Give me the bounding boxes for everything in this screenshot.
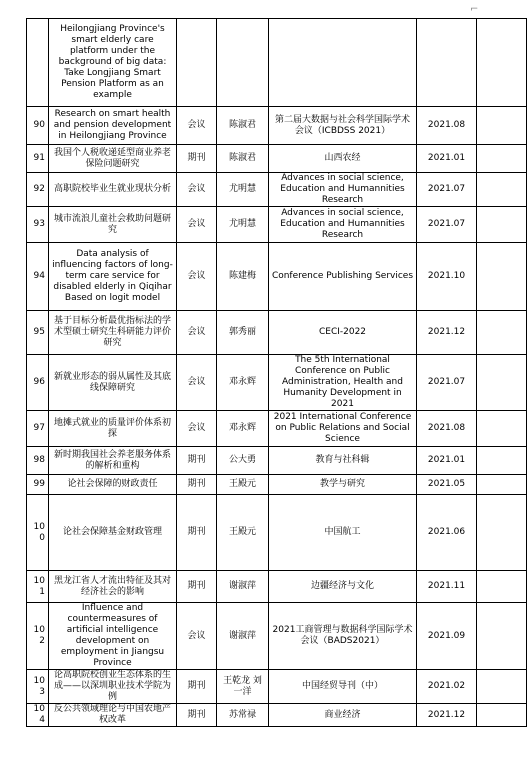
publication-type: 会议 [177,411,217,447]
venue-name: Conference Publishing Services [269,243,417,311]
publication-type: 期刊 [177,447,217,475]
page-corner-mark: ⌐ [470,4,479,15]
table-row [27,704,527,727]
publication-date: 2021.10 [417,243,477,311]
publication-date: 2021.01 [417,447,477,475]
row-number: 97 [27,411,49,447]
paper-title: 论社会保障的财政责任 [49,475,177,495]
row-number: 104 [27,704,49,727]
empty-cell [477,145,527,173]
empty-cell [477,447,527,475]
paper-title: Heilongjiang Province's smart elderly care platform under the background of big data: Take Longjiang Smart Pension Platform as an example [49,19,177,107]
table-row [27,571,527,603]
publication-type [177,19,217,107]
publication-type: 会议 [177,207,217,243]
venue-name [269,19,417,107]
table-row [27,19,527,107]
venue-name: 教学与研究 [269,475,417,495]
table-row [27,145,527,173]
paper-title: Influence and countermeasures of artificial intelligence development on employment in Jiangsu Province [49,603,177,670]
table-row [27,475,527,495]
paper-title: 黑龙江省人才流出特征及其对经济社会的影响 [49,571,177,603]
empty-cell [477,571,527,603]
empty-cell [477,19,527,107]
author-name: 尤明慧 [217,173,269,207]
author-name: 王殿元 [217,475,269,495]
publication-type: 会议 [177,173,217,207]
row-number: 90 [27,107,49,145]
row-number: 95 [27,311,49,355]
paper-title: Data analysis of influencing factors of long-term care service for disabled elderly in Qiqihar Based on logit model [49,243,177,311]
author-name: 陈建梅 [217,243,269,311]
publication-date: 2021.07 [417,355,477,411]
paper-title: 新就业形态的弱从属性及其底线保障研究 [49,355,177,411]
publication-type: 期刊 [177,495,217,571]
empty-cell [477,670,527,704]
author-name: 王乾龙 刘一洋 [217,670,269,704]
publication-type: 期刊 [177,670,217,704]
table-row [27,243,527,311]
table-row [27,495,527,571]
row-number: 92 [27,173,49,207]
empty-cell [477,107,527,145]
empty-cell [477,207,527,243]
empty-cell [477,411,527,447]
venue-name: 第二届大数据与社会科学国际学术会议（ICBDSS 2021） [269,107,417,145]
venue-name: 中国经贸导刊（中） [269,670,417,704]
author-name: 苏常禄 [217,704,269,727]
author-name: 邓永辉 [217,355,269,411]
publication-date: 2021.12 [417,311,477,355]
paper-title: 反公共领域理论与中国农地产权改革 [49,704,177,727]
paper-title: 论社会保障基金财政管理 [49,495,177,571]
table-row [27,670,527,704]
venue-name: 教育与社科辑 [269,447,417,475]
venue-name: The 5th International Conference on Public Administration, Health and Humanity Development in 2021 [269,355,417,411]
venue-name: Advances in social science, Education and Humannities Research [269,207,417,243]
table-row [27,207,527,243]
publication-date: 2021.07 [417,173,477,207]
row-number: 93 [27,207,49,243]
empty-cell [477,495,527,571]
author-name: 尤明慧 [217,207,269,243]
publication-date: 2021.08 [417,107,477,145]
publication-date: 2021.12 [417,704,477,727]
empty-cell [477,603,527,670]
publication-type: 会议 [177,311,217,355]
table-row [27,311,527,355]
publication-table [26,18,527,727]
publication-type: 期刊 [177,145,217,173]
row-number: 99 [27,475,49,495]
table-row [27,411,527,447]
author-name [217,19,269,107]
venue-name: 2021工商管理与数据科学国际学术会议（BADS2021） [269,603,417,670]
author-name: 王殿元 [217,495,269,571]
paper-title: 基于目标分析最优指标法的学术型硕士研究生科研能力评价研究 [49,311,177,355]
venue-name: 山西农经 [269,145,417,173]
venue-name: 边疆经济与文化 [269,571,417,603]
publication-date: 2021.01 [417,145,477,173]
empty-cell [477,173,527,207]
publication-date: 2021.07 [417,207,477,243]
row-number: 103 [27,670,49,704]
paper-title: 高职院校毕业生就业现状分析 [49,173,177,207]
author-name: 陈淑君 [217,145,269,173]
publication-type: 期刊 [177,475,217,495]
table-row [27,447,527,475]
publication-date [417,19,477,107]
empty-cell [477,243,527,311]
publication-date: 2021.11 [417,571,477,603]
table-row [27,355,527,411]
author-name: 邓永辉 [217,411,269,447]
row-number: 102 [27,603,49,670]
paper-title: 城市流浪儿童社会救助问题研究 [49,207,177,243]
row-number: 98 [27,447,49,475]
row-number: 96 [27,355,49,411]
publication-date: 2021.06 [417,495,477,571]
publication-date: 2021.05 [417,475,477,495]
empty-cell [477,704,527,727]
paper-title: 地摊式就业的质量评价体系初探 [49,411,177,447]
paper-title: 论高职院校创业生态体系的生成——以深圳职业技术学院为例 [49,670,177,704]
publication-type: 期刊 [177,704,217,727]
publication-type: 会议 [177,603,217,670]
row-number [27,19,49,107]
publication-type: 会议 [177,355,217,411]
row-number: 101 [27,571,49,603]
venue-name: 商业经济 [269,704,417,727]
venue-name: CECI-2022 [269,311,417,355]
table-row [27,107,527,145]
row-number: 91 [27,145,49,173]
author-name: 谢淑萍 [217,603,269,670]
venue-name: 2021 International Conference on Public Relations and Social Science [269,411,417,447]
paper-title: Research on smart health and pension development in Heilongjiang Province [49,107,177,145]
empty-cell [477,355,527,411]
paper-title: 我国个人税收递延型商业养老保险问题研究 [49,145,177,173]
table-row [27,603,527,670]
publication-type: 会议 [177,243,217,311]
venue-name: 中国航工 [269,495,417,571]
row-number: 100 [27,495,49,571]
paper-title: 新时期我国社会养老服务体系的解析和重构 [49,447,177,475]
venue-name: Advances in social science, Education and Humannities Research [269,173,417,207]
publication-type: 会议 [177,107,217,145]
author-name: 陈淑君 [217,107,269,145]
author-name: 公大勇 [217,447,269,475]
publication-date: 2021.08 [417,411,477,447]
author-name: 谢淑萍 [217,571,269,603]
author-name: 郭秀丽 [217,311,269,355]
table-row [27,173,527,207]
publication-type: 期刊 [177,571,217,603]
empty-cell [477,475,527,495]
publication-date: 2021.09 [417,603,477,670]
publication-date: 2021.02 [417,670,477,704]
empty-cell [477,311,527,355]
row-number: 94 [27,243,49,311]
